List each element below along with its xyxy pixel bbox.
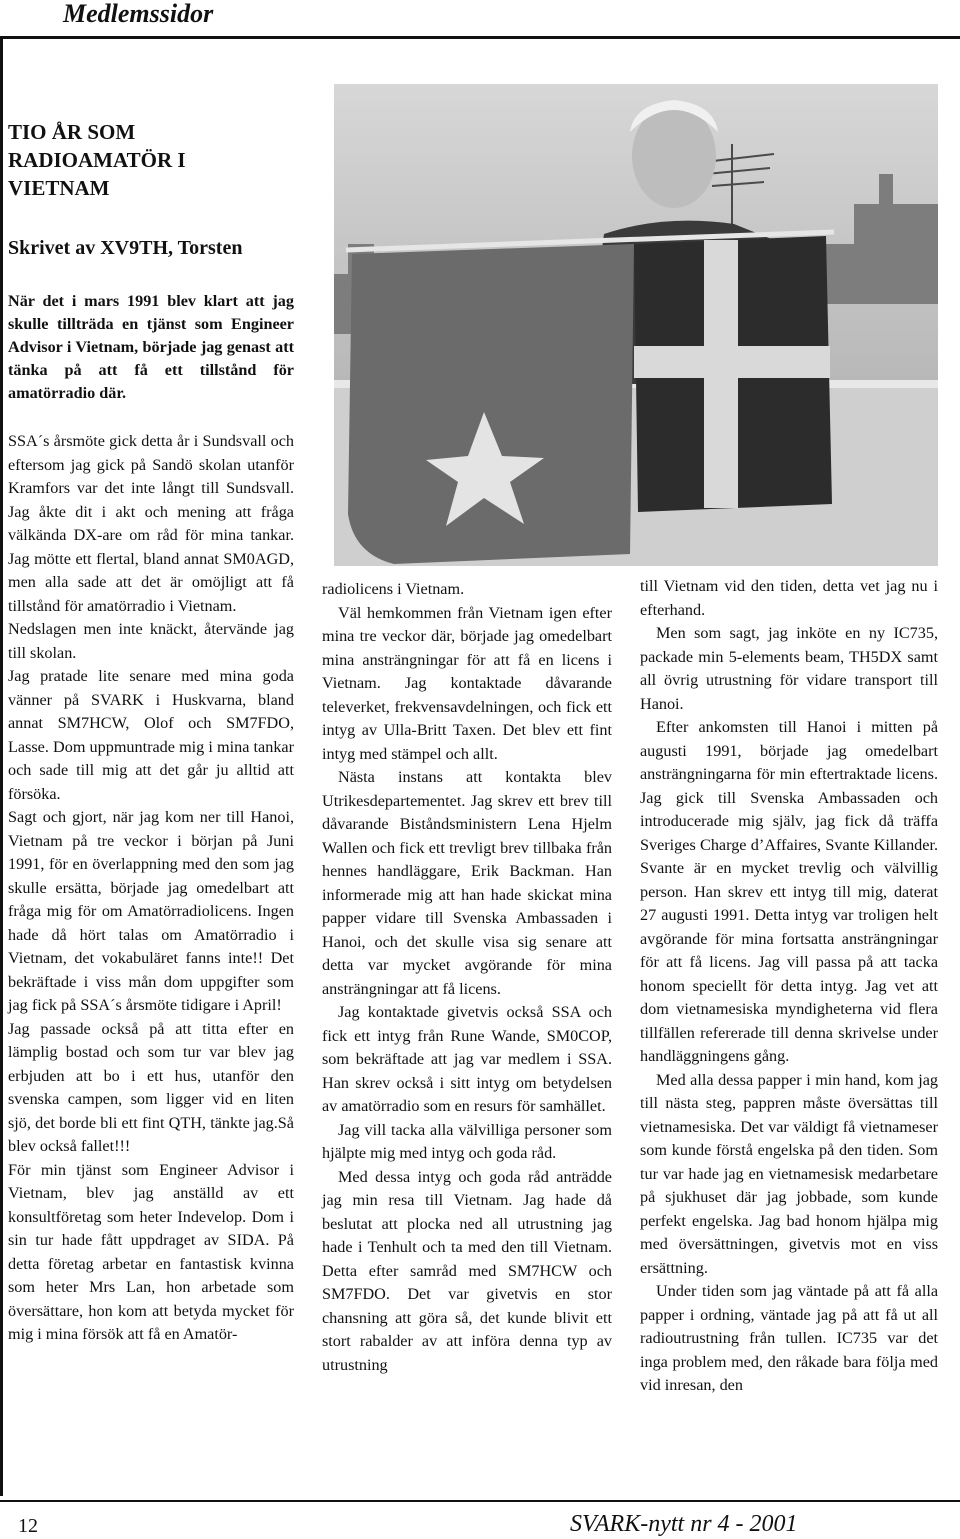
column-2 bbox=[322, 578, 612, 1377]
byline: Skrivet av XV9TH, Torsten bbox=[8, 237, 243, 259]
article-photo bbox=[334, 84, 938, 566]
lead-paragraph: När det i mars 1991 blev klart att jag skulle tillträda en tjänst som Engineer Advisor i Vietnam, började jag genast att tänka på att få ett tillstånd för amatörradio där. bbox=[8, 292, 294, 402]
title-line: TIO ÅR SOM bbox=[8, 120, 136, 144]
paragraph: Jag kontaktade givetvis också SSA och fick ett intyg från Rune Wande, SM0COP, som bekräftade att jag var medlem i SSA. Han skrev också i sitt intyg om betydelsen av amatörradio som en resurs för samhället. bbox=[322, 1003, 612, 1115]
page-number: 12 bbox=[18, 1515, 38, 1537]
paragraph: Nästa instans att kontakta blev Utrikesdepartementet. Jag skrev ett brev till dåvarande Biståndsministern Lena Hjelm Wallen och fick ett trevligt brev tillbaka från hennes handläggare, Erik Backman. Han informerade mig att han hade skickat mina papper vidare till Svenska Ambassaden i Hanoi, och det skulle visa sig senare att detta var mycket avgörande för mina ansträngningar att få licens. bbox=[322, 768, 612, 998]
flag-cross-horizontal bbox=[634, 346, 830, 378]
paragraph: Nedslagen men inte knäckt, återvände jag till skolan. bbox=[8, 620, 294, 662]
paragraph: Sagt och gjort, när jag kom ner till Hanoi, Vietnam på tre veckor i början på Juni 1991, för en överlappning med den som jag skulle ersätta, började jag omedelbart att fråga mig för om Amatörradiolicens. Ingen hade då hört talas om Amatörradio i Vietnam, det vokabuläret fanns inte!! Det bekräftade i viss mån dom uppgifter som jag fick på SSA´s årsmöte tidigare i April! bbox=[8, 808, 294, 1014]
paragraph: Men som sagt, jag inköte en ny IC735, packade min 5-elements beam, TH5DX samt all övrig utrustning för vidare transport till Hanoi. bbox=[640, 624, 938, 713]
paragraph: Med alla dessa papper i min hand, kom jag till nästa steg, pappren måste översättas till vietnamesiska. Det var väldigt få vietnameser som kunde förstå engelska på den tiden. Som tur var hade jag en vietnamesisk medarbetare på sjukhuset där jag jobbade, som kunde perfekt engelska. Jag bad honom hjälpa mig med översättningen, givetvis mot en viss ersättning. bbox=[640, 1070, 938, 1277]
paragraph: Efter ankomsten till Hanoi i mitten på augusti 1991, började jag omedelbart ansträngningarna för min eftertraktade licens. Jag gick till Svenska Ambassaden och introducerade mig själv, jag fick då träffa Sveriges Charge d’Affaires, Svante Killander. Svante är en mycket trevlig och välvillig person. Han skrev ett intyg till mig, daterat 27 augusti 1991. Detta intyg var troligen helt avgörande för mina fortsatta ansträngningar för att få licens. Jag vill passa på att tacka honom speciellt för detta intyg. Jag vet att dom vietnamesiska myndigheterna vid flera tillfällen refererade till denna skrivelse under handläggningens gång. bbox=[640, 718, 938, 1065]
paragraph: till Vietnam vid den tiden, detta vet jag nu i efterhand. bbox=[640, 577, 938, 619]
publication-title: SVARK-nytt nr 4 - 2001 bbox=[570, 1511, 798, 1537]
paragraph: Under tiden som jag väntade på att få alla papper i ordning, väntade jag på att få ut all radioutrustning från tullen. IC735 var det inga problem med, den råkade bara följa med vid inresan, den bbox=[640, 1282, 938, 1394]
section-header: Medlemssidor bbox=[63, 0, 214, 28]
paragraph: SSA´s årsmöte gick detta år i Sundsvall och eftersom jag gick på Sandö skolan utanför Kramfors var det inte långt till Sundsvall. Jag åkte dit i akt och mening att fråga välkända DX-are om råd för mina tankar. Jag mötte ett flertal, bland annat SM0AGD, men alla sade att det är omöjligt att få tillstånd för amatörradio i Vietnam. bbox=[8, 432, 294, 615]
title-line: VIETNAM bbox=[8, 176, 110, 200]
column-3 bbox=[640, 575, 938, 1398]
paragraph: radiolicens i Vietnam. bbox=[322, 580, 465, 598]
title-line: RADIOAMATÖR I bbox=[8, 148, 186, 172]
photo-illustration bbox=[334, 84, 938, 566]
paragraph: Jag passade också på att titta efter en lämplig bostad och som tur var blev jag erbjuden att bo i ett hus, utanför den svenska campen, som ligger vid en liten sjö, det borde bli ett fint QTH, tänkte jag.Så blev också fallet!!! bbox=[8, 1019, 294, 1155]
paragraph: Jag vill tacka alla välvilliga personer som hjälpte mig med intyg och goda råd. bbox=[322, 1120, 612, 1162]
paragraph: För min tjänst som Engineer Advisor i Vietnam, blev jag anställd av ett konsultföretag som heter Indevelop. Dom i sin tur hade fått uppdraget av SIDA. På detta företag arbetar en fantastisk kvinna som heter Mrs Lan, hon arbetade som översättare, hon kom att betyda mycket för mig i mina försök att få en Amatör- bbox=[8, 1160, 294, 1343]
header-rule bbox=[0, 36, 960, 39]
vietnam-flag bbox=[348, 244, 634, 564]
paragraph: Väl hemkommen från Vietnam igen efter mina tre veckor där, började jag omedelbart mina ansträngningar för att få en licens i Vietnam. Jag kontaktade dåvarande televerket, frekvensavdelningen, och fick ett intyg av Ulla-Britt Taxen. Det blev ett fint intyg med stämpel och allt. bbox=[322, 603, 612, 763]
footer-rule bbox=[0, 1500, 960, 1502]
left-margin-rule bbox=[0, 36, 3, 1496]
article-title bbox=[8, 118, 308, 202]
paragraph: Jag pratade lite senare med mina goda vänner på SVARK i Huskvarna, bland annat SM7HCW, Olof och SM7FDO, Lasse. Dom uppmuntrade mig i mina tankar och sade till mig att det går ju alltid att försöka. bbox=[8, 667, 294, 803]
paragraph: Med dessa intyg och goda råd anträdde jag min resa till Vietnam. Jag hade då beslutat att plocka ned all utrustning jag hade i Tenhult och ta med den till Vietnam. Detta efter samråd med SM7HCW och SM7FDO. Det var givetvis en stor chansning att göra så, det kunde blivit ett stort rabalder av att införa denna typ av utrustning bbox=[322, 1167, 612, 1374]
column-1 bbox=[8, 430, 294, 1347]
